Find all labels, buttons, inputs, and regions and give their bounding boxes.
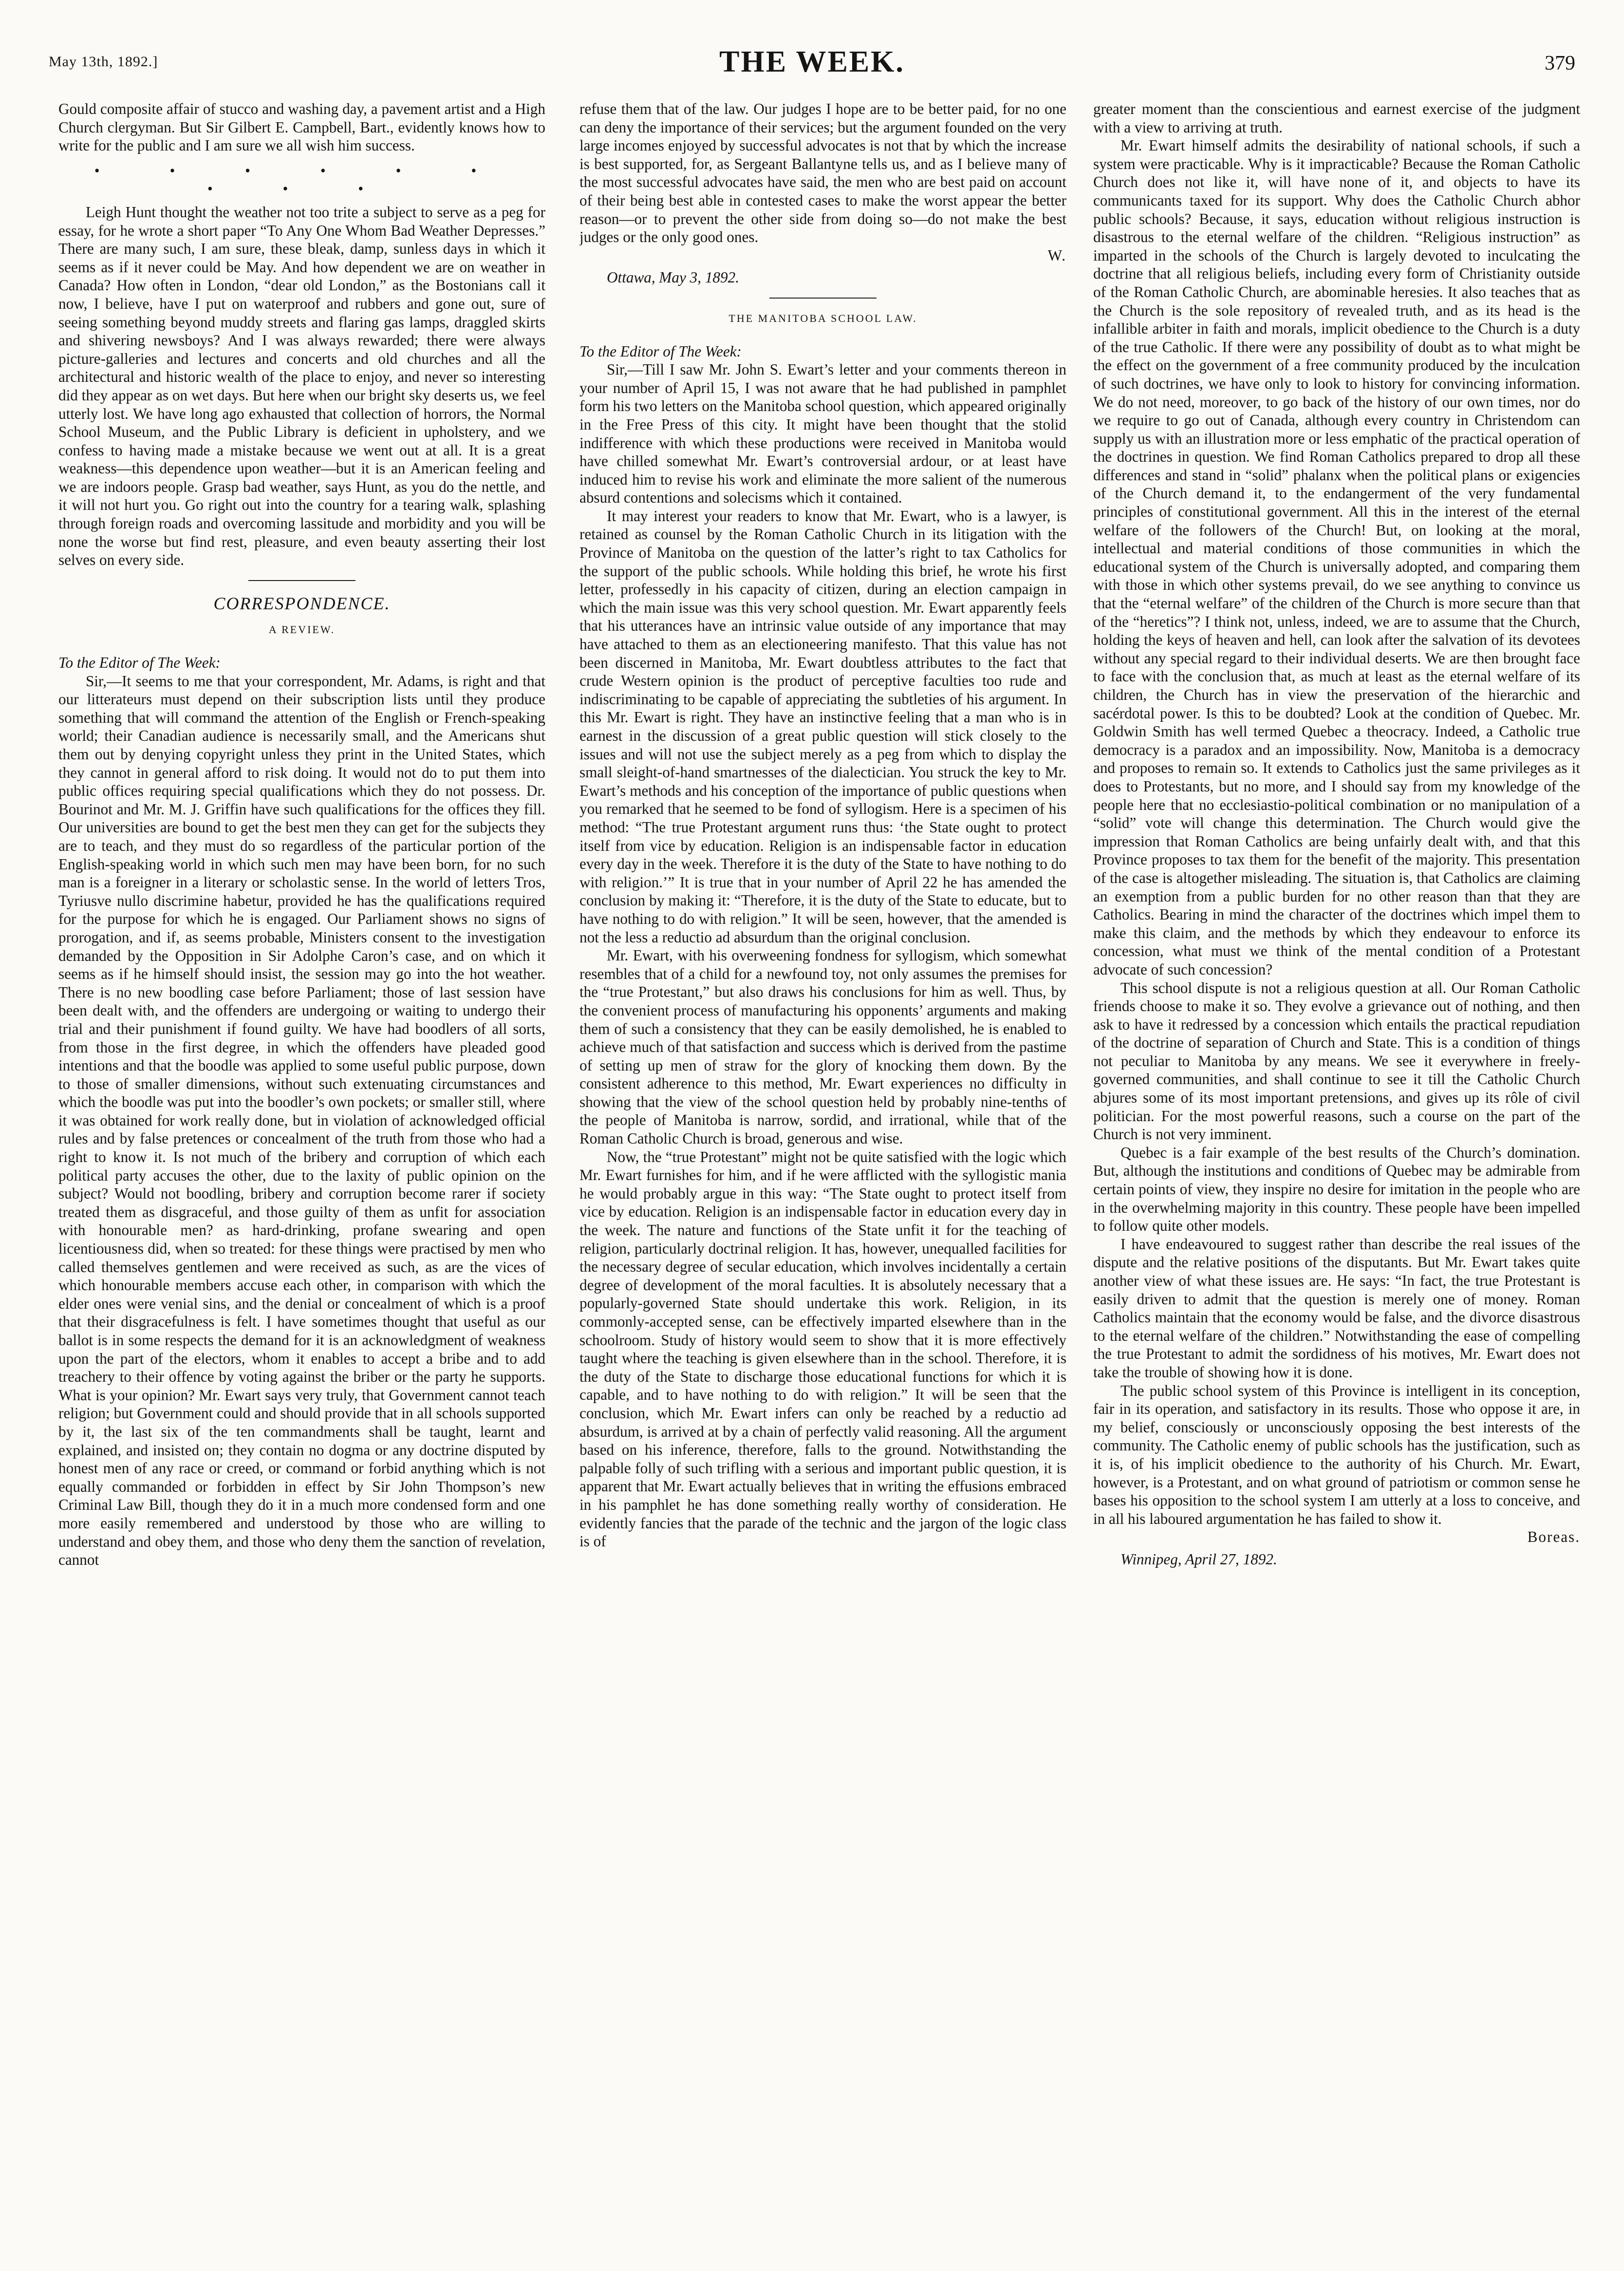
masthead-title: THE WEEK. [719,45,905,78]
paragraph: Sir,—Till I saw Mr. John S. Ewart’s letter and your comments thereon in your number of April 15, I was not aware that he had published in pamphlet form his two letters on the Manitoba school question, which appeared originally in the Free Press of this city. It might have been thought that the stolid indifference with which these productions were received in Manitoba would have chilled somewhat Mr. Ewart’s controversial ardour, or at least have induced him to revise his work and eliminate the more salient of the numerous absurd contentions and solecisms which it contained. [579,361,1066,507]
dateline: Ottawa, May 3, 1892. [607,269,740,286]
page-number: 379 [1545,52,1575,75]
column-2 [579,100,1066,2233]
column-1 [58,100,545,2233]
paragraph: It may interest your readers to know that Mr. Ewart, who is a lawyer, is retained as counsel by the Roman Catholic Church in its litigation with the Province of Manitoba on the question of the latter’s right to tax Catholics for the support of the public schools. While holding this brief, he wrote his first letter, professedly in his capacity of citizen, during an election campaign in which the main issue was this very school question. Mr. Ewart apparently feels that his utterances have an intrinsic value outside of any importance that may have attached to them as an electioneering manifesto. That this value has not been discerned in Manitoba, Mr. Ewart doubtless attributes to the fact that crude Western opinion is the product of perceptive faculties too rude and indiscriminating to be capable of appreciating the subtleties of his argument. In this Mr. Ewart is right. They have an instinctive feeling that a man who is in earnest in the discussion of a great public question will stick closely to the issues and will not use the subject merely as a peg from which to display the small sleight-of-hand smartnesses of the dialectician. You struck the key to Mr. Ewart’s methods and his conception of the importance of public questions when you remarked that he seemed to be fond of syllogism. Here is a specimen of his method: “The true Protestant argument runs thus: ‘the State ought to protect itself from vice by education. Religion is an indispensable factor in education every day in the week. Therefore it is the duty of the State to have nothing to do with religion.’” It is true that in your number of April 22 he has amended the conclusion by making it: “Therefore, it is the duty of the State to educate, but to have nothing to do with religion.” It will be seen, however, that the amended is not the less a reductio ad absurdum than the original conclusion. [579,507,1066,946]
section-dots: • • • • • • • • • [94,162,510,198]
paragraph: Mr. Ewart himself admits the desirability of national schools, if such a system were practicable. Why is it impracticable? Because the Roman Catholic Church does not like it, will have none of it, and objects to have its communicants taxed for its support. Why does the Catholic Church abhor public schools? Because, it says, education without religious instruction is disastrous to the eternal welfare of the children. “Religious instruction” as imparted in the schools of the Church is largely devoted to inculcating the doctrine that all religious beliefs, including every form of Christianity outside of the Roman Catholic Church, are abominable heresies. It also teaches that as the Church is the sole repository of revealed truth, and as its head is the infallible arbiter in faith and morals, implicit obedience to the Church is a duty of the true Catholic. If there were any possibility of doubt as to what might be the effect on the government of a free community produced by the inculcation of such doctrines, we have only to look to history for convincing information. We do not need, moreover, to go back of the history of our own times, nor do we require to go out of Canada, although every country in Christendom can supply us with an illustration more or less emphatic of the practical operation of the doctrines in question. We find Roman Catholics prepared to drop all these differences and stand in “solid” phalanx when the political plans or exigencies of the Church demand it, to the endangerment of the very fundamental principles of constitutional government. All this in the interest of the eternal welfare of the followers of the Church! But, on looking at the moral, intellectual and material conditions of those communities in which the educational system of the Church is universally adopted, and comparing them with those in which other systems prevail, do we see anything to convince us that the “eternal welfare” of the children of the Church is more secure than that of the “heretics”? I think not, unless, indeed, we are to assume that the Church, holding the keys of heaven and hell, can look after the salvation of its devotees without any special regard to their individual deserts. We are then brought face to face with the conclusion that, as much at least as the eternal welfare of its children, the Church has in view the preservation of the hierarchic and sacérdotal power. Is this to be doubted? Look at the condition of Quebec. Mr. Goldwin Smith has well termed Quebec a theocracy. Indeed, a Catholic true democracy is a paradox and an impossibility. Now, Manitoba is a democracy and proposes to remain so. It extends to Catholics just the same privileges as it does to Protestants, but no more, and I should say from my knowledge of the people here that no ecclesiastio-political combination or no manipulation of a “solid” vote will change this determination. The Church would give the impression that Roman Catholics are being unfairly dealt with, and that this Province proposes to tax them for the benefit of the majority. This presentation of the case is altogether misleading. The situation is, that Catholics are claiming an exemption from a public burden for no other reason than that they are Catholics. Bearing in mind the character of the doctrines which impel them to make this claim, and the methods by which they endeavour to enforce its concession, what must we think of the mental condition of a Protestant advocate of such concession? [1093,137,1580,978]
salutation: To the Editor of The Week: [579,342,742,360]
paragraph: Sir,—It seems to me that your correspondent, Mr. Adams, is right and that our litterateurs must depend on their subscription lists until they produce something that will command the attention of the English or French-speaking world; their Canadian audience is necessarily small, and the Americans shut them out by denying copyright unless they print in the United States, which they cannot in general afford to risk doing. It would not do to put them into public offices requiring special qualifications which they do not possess. Dr. Bourinot and Mr. M. J. Griffin have such qualifications for the offices they fill. Our universities are bound to get the best men they can get for the subjects they are to teach, and they must do so regardless of the particular portion of the English-speaking world in which such men may have been born, for no such man is a foreigner in a literary or scholastic sense. In the world of letters Tros, Tyriusve nullo discrimine habetur, provided he has the qualifications required for the purpose for which he is engaged. Our Parliament shows no signs of prorogation, and if, as seems probable, Ministers consent to the investigation demanded by the Opposition in Sir Adolphe Caron’s case, and on which it seems as if he himself should insist, the session may go into the hot weather. There is no new boodling case before Parliament; those of last session have been dealt with, and the offenders are undergoing or waiting to undergo their trial and their punishment if found guilty. We have had boodlers of all sorts, from those in the first degree, in which the offenders have pleaded good intentions and that the boodle was applied to some useful public purpose, down to those of smaller dimensions, without such extenuating circumstances and which the boodle was put into the boodler’s own pockets; or smaller still, where it was obtained for work really done, but in violation of acknowledged official rules and by false pretences or concealment of the truth from those who had a right to know it. Is not much of the bribery and corruption of which each political party accuses the other, due to the laxity of public opinion on the subject? Would not boodling, bribery and corruption become rarer if society treated them as disgraceful, and those guilty of them as unfit for association with honourable men? as hard-drinking, profane swearing and open licentiousness did, when so treated: for these things were practised by men who called themselves gentlemen and were received as such, as are the vices of which honourable members accuse each other, in comparison with which the elder ones were venial sins, and the denial or concealment of which is a proof that their disgracefulness is felt. I have sometimes thought that useful as our ballot is in some respects the demand for it is an acknowledgment of weakness upon the part of the electors, whom it enables to accept a bribe and to add treachery to their offence by voting against the briber or the party he supports. What is your opinion? Mr. Ewart says very truly, that Government cannot teach religion; but Government could and should provide that in all schools supported by it, the last six of the ten commandments shall be taught, learnt and explained, and insisted on; they contain no dogma or any doctrine disputed by honest men of any race or creed, or command or forbid anything which is not equally commanded or forbidden in effect by Sir John Thompson’s new Criminal Law Bill, though they do it in a much more condensed form and one more easily remembered and understood by those who are willing to understand and obey them, and those who deny them the sanction of revelation, cannot [58,672,545,1569]
salutation: To the Editor of The Week: [58,654,221,672]
paragraph: Now, the “true Protestant” might not be quite satisfied with the logic which Mr. Ewart furnishes for him, and if he were afflicted with the syllogistic mania he would probably argue in this way: “The State ought to protect itself from vice by education. Religion is an indispensable factor in education every day in the week. The nature and functions of the State unfit it for the teaching of religion, particularly doctrinal religion. It has, however, unequalled facilities for the necessary degree of secular education, which involves incidentally a certain degree of development of the moral faculties. It is absolutely necessary that a popularly-governed State should undertake this work. Religion, in its commonly-accepted sense, can be effectively imparted elsewhere than in the schoolroom. Study of history would seem to show that it is more effectively taught where the teaching is given elsewhere than in the school. Therefore, it is the duty of the State to discharge those educational functions for which it is capable, and to have nothing to do with religion.” It will be seen that the conclusion, which Mr. Ewart infers can only be reached by a reductio ad absurdum, is arrived at by a chain of perfectly valid reasoning. All the argument based on his inference, therefore, falls to the ground. Notwithstanding the palpable folly of such trifling with a serious and important public question, it is apparent that Mr. Ewart actually believes that in writing the effusions embraced in his pamphlet he has done something really worthy of consideration. He evidently fancies that the parade of the technic and the jargon of the logic class is of [579,1148,1066,1550]
page-header [49,45,1575,84]
paragraph: The public school system of this Province is intelligent in its conception, fair in its operation, and satisfactory in its results. Those who oppose it are, in my belief, consciously or unconsciously opposing the best interests of the community. The Catholic enemy of public schools has the justification, such as it is, of his implicit obedience to the authority of his Church. Mr. Ewart, however, is a Protestant, and on what ground of patriotism or common sense he bases his opposition to the school system I am utterly at a loss to conceive, and in all his laboured argumentation he has failed to show it. [1093,1382,1580,1527]
issue-date: May 13th, 1892.] [49,54,158,70]
letter-heading: A REVIEW. [268,623,336,636]
column-3 [1093,100,1580,2233]
dateline: Winnipeg, April 27, 1892. [1120,1550,1277,1568]
paragraph: Quebec is a fair example of the best results of the Church’s domination. But, although the institutions and conditions of Quebec may be admirable from certain points of view, they inspire no desire for imitation in the people who are in the overwhelming majority in this country. These people have been impelled to follow quite other models. [1093,1144,1580,1235]
divider [769,298,877,299]
paragraph: This school dispute is not a religious question at all. Our Roman Catholic friends choose to make it so. They evolve a grievance out of nothing, and then ask to have it redressed by a concession which entails the practical repudiation of the doctrine of separation of Church and State. This is a condition of things not peculiar to Manitoba by any means. We see it everywhere in freely-governed communities, and shall continue to see it till the Catholic Church abjures some of its most important pretensions, and gives up its rôle of civil politician. For the most powerful reasons, such a course on the part of the Church is not very imminent. [1093,979,1580,1143]
paragraph: Mr. Ewart, with his overweening fondness for syllogism, which somewhat resembles that of a child for a newfound toy, not only assumes the premises for the “true Protestant,” but also draws his conclusions for him as well. Thus, by the convenient process of manufacturing his opponents’ arguments and making them of such a consistency that they can be easily demolished, he is enabled to achieve much of that satisfaction and success which is derived from the pastime of setting up men of straw for the glory of knocking them down. By the consistent adherence to this method, Mr. Ewart experiences no difficulty in showing that the view of the school question held by probably nine-tenths of the people of Manitoba is narrow, sordid, and irrational, while that of the Roman Catholic Church is broad, generous and wise. [579,947,1066,1147]
section-heading: CORRESPONDENCE. [213,593,391,613]
paragraph: refuse them that of the law. Our judges I hope are to be better paid, for no one can deny the importance of their services; but the argument founded on the very large incomes enjoyed by successful advocates is not that by which the increase is best supported, for, as Sergeant Ballantyne tells us, and as I believe many of the most successful advocates have said, the men who are best paid on account of their being best able in contested cases to make the worst appear the better reason—or to prevent the other side from doing so—do not make the best judges or the only good ones. [579,100,1066,246]
signature: Boreas. [1527,1528,1580,1546]
letter-heading: THE MANITOBA SCHOOL LAW. [728,312,917,324]
paragraph: greater moment than the conscientious and earnest exercise of the judgment with a view to arriving at truth. [1093,100,1580,136]
paragraph: I have endeavoured to suggest rather than describe the real issues of the dispute and the relative positions of the disputants. But Mr. Ewart takes quite another view of what these issues are. He says: “In fact, the true Protestant is easily driven to admit that the question is merely one of money. Roman Catholics maintain that the economy would be false, and the divorce disastrous to the eternal welfare of the children.” Notwithstanding the ease of compelling the true Protestant to admit the sordidness of his motives, Mr. Ewart does not take the trouble of showing how it is done. [1093,1235,1580,1381]
paragraph: Gould composite affair of stucco and washing day, a pavement artist and a High Church clergyman. But Sir Gilbert E. Campbell, Bart., evidently knows how to write for the public and I am sure we all wish him success. [58,100,545,154]
paragraph: Leigh Hunt thought the weather not too trite a subject to serve as a peg for essay, for he wrote a short paper “To Any One Whom Bad Weather Depresses.” There are many such, I am sure, these bleak, damp, sunless days in which it seems as if it never could be May. And how dependent we are on weather in Canada? How often in London, “dear old London,” as the Bostonians call it now, I believe, have I put on waterproof and rubbers and gone out, sure of seeing something beyond muddy streets and flaring gas lamps, draggled skirts and shivering newsboys? And I was always rewarded; there were always picture-galleries and lectures and concerts and old churches and all the architectural and historic wealth of the place to enjoy, and never so interesting did they appear as on wet days. But here when our bright sky deserts us, we feel utterly lost. We have long ago exhausted that collection of horrors, the Normal School Museum, and the Public Library is deficient in upholstery, and we confess to having made a mistake because we went out at all. It is a great weakness—this dependence upon weather—but it is an American feeling and we are indoors people. Grasp bad weather, says Hunt, as you do the nettle, and it will not hurt you. Go right out into the country for a tearing walk, splashing through foreign roads and overcoming lassitude and morbidity and you will be none the worse but find rest, pleasure, and even beauty asserting their lost selves on every side. [58,203,545,569]
signature: W. [1047,246,1066,264]
divider [248,580,355,581]
